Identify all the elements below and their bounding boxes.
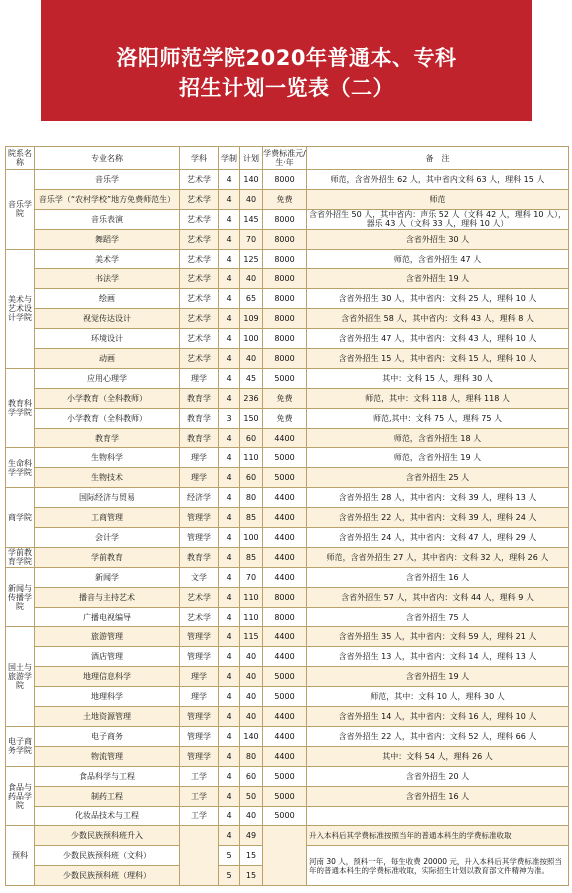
note-cell: 含省外招生 28 人，其中省内：文科 39 人，理科 13 人 [307, 488, 569, 508]
table-row [6, 309, 569, 329]
major-cell: 教育学 [35, 428, 180, 448]
discipline-cell: 工学 [180, 786, 219, 806]
discipline-cell: 管理学 [180, 508, 219, 528]
table-row [6, 667, 569, 687]
duration-cell: 4 [219, 587, 240, 607]
fee-cell: 8000 [263, 329, 307, 349]
plan-cell: 49 [240, 826, 263, 846]
major-cell: 生物技术 [35, 468, 180, 488]
table-body [6, 170, 569, 886]
note-cell: 其中：文科 54 人，理科 26 人 [307, 746, 569, 766]
major-cell: 音乐表演 [35, 209, 180, 229]
table-row [6, 170, 569, 190]
fee-cell: 8000 [263, 209, 307, 229]
fee-cell: 4400 [263, 567, 307, 587]
note-cell: 含省外招生 20 人 [307, 766, 569, 786]
header-major: 专业名称 [35, 147, 180, 170]
duration-cell: 5 [219, 866, 240, 886]
discipline-cell: 管理学 [180, 647, 219, 667]
major-cell: 播音与主持艺术 [35, 587, 180, 607]
plan-cell: 40 [240, 189, 263, 209]
fee-cell: 8000 [263, 587, 307, 607]
major-cell: 舞蹈学 [35, 229, 180, 249]
duration-cell: 3 [219, 408, 240, 428]
note-cell: 师范，含省外招生 18 人 [307, 428, 569, 448]
major-cell: 动画 [35, 349, 180, 369]
note-cell: 含省外招生 22 人，其中省内：文科 39 人，理科 24 人 [307, 508, 569, 528]
table-row [6, 508, 569, 528]
note-cell: 含省外招生 57 人，其中省内：文科 44 人，理科 9 人 [307, 587, 569, 607]
major-cell: 工商管理 [35, 508, 180, 528]
fee-cell: 8000 [263, 607, 307, 627]
plan-cell: 40 [240, 269, 263, 289]
major-cell: 音乐学（“农村学校”地方免费师范生） [35, 189, 180, 209]
plan-cell: 150 [240, 408, 263, 428]
table-row [6, 726, 569, 746]
duration-cell: 4 [219, 428, 240, 448]
duration-cell: 4 [219, 707, 240, 727]
note-cell: 含省外招生 25 人 [307, 468, 569, 488]
note-cell: 含省外招生 19 人 [307, 667, 569, 687]
plan-cell: 109 [240, 309, 263, 329]
note-cell: 师范，含省外招生 47 人 [307, 249, 569, 269]
table-row [6, 209, 569, 229]
duration-cell: 4 [219, 448, 240, 468]
college-name-cell: 电子商务学院 [6, 726, 35, 766]
table-row [6, 249, 569, 269]
discipline-cell: 艺术学 [180, 189, 219, 209]
fee-cell [263, 826, 307, 886]
table-row [6, 746, 569, 766]
plan-cell: 40 [240, 667, 263, 687]
fee-cell: 5000 [263, 468, 307, 488]
discipline-cell: 管理学 [180, 726, 219, 746]
college-name-cell: 食品与药品学院 [6, 766, 35, 826]
plan-cell: 100 [240, 528, 263, 548]
duration-cell: 4 [219, 726, 240, 746]
duration-cell: 4 [219, 687, 240, 707]
plan-cell: 40 [240, 687, 263, 707]
note-cell: 升入本科后其学费标准按照当年的普通本科生的学费标准收取 [307, 826, 569, 846]
note-cell: 含省外招生 30 人，其中省内：文科 25 人，理科 10 人 [307, 289, 569, 309]
note-cell: 河南 30 人，预科一年，每生收费 20000 元，升入本科后其学费标准按照当年的普通本科生的学费标准收取，实际招生计划以教育部文件精神为准。 [307, 846, 569, 886]
note-cell: 师范，其中：文科 10 人，理科 30 人 [307, 687, 569, 707]
major-cell: 新闻学 [35, 567, 180, 587]
duration-cell: 4 [219, 229, 240, 249]
header-plan: 计划 [240, 147, 263, 170]
plan-cell: 60 [240, 428, 263, 448]
enrollment-plan-table [5, 146, 569, 886]
duration-cell: 4 [219, 468, 240, 488]
note-cell: 师范 [307, 189, 569, 209]
note-cell: 含省外招生 16 人 [307, 567, 569, 587]
note-cell: 师范，含省外招生 19 人 [307, 448, 569, 468]
table-row [6, 766, 569, 786]
plan-cell: 110 [240, 448, 263, 468]
plan-cell: 85 [240, 508, 263, 528]
discipline-cell: 管理学 [180, 528, 219, 548]
major-cell: 化妆品技术与工程 [35, 806, 180, 826]
major-cell: 应用心理学 [35, 368, 180, 388]
discipline-cell: 艺术学 [180, 309, 219, 329]
duration-cell: 4 [219, 786, 240, 806]
major-cell: 绘画 [35, 289, 180, 309]
fee-cell: 8000 [263, 269, 307, 289]
plan-cell: 140 [240, 726, 263, 746]
header-discipline: 学科 [180, 147, 219, 170]
table-row [6, 528, 569, 548]
duration-cell: 4 [219, 547, 240, 567]
plan-cell: 40 [240, 647, 263, 667]
duration-cell: 4 [219, 766, 240, 786]
note-cell [307, 806, 569, 826]
table-row [6, 786, 569, 806]
plan-cell: 100 [240, 329, 263, 349]
duration-cell: 5 [219, 846, 240, 866]
discipline-cell: 理学 [180, 368, 219, 388]
plan-cell: 80 [240, 488, 263, 508]
discipline-cell: 艺术学 [180, 249, 219, 269]
duration-cell: 4 [219, 488, 240, 508]
duration-cell: 4 [219, 826, 240, 846]
plan-cell: 70 [240, 229, 263, 249]
major-cell: 美术学 [35, 249, 180, 269]
major-cell: 国际经济与贸易 [35, 488, 180, 508]
major-cell: 小学教育（全科教师） [35, 408, 180, 428]
table-row [6, 826, 569, 846]
fee-cell: 4400 [263, 488, 307, 508]
college-name-cell: 预科 [6, 826, 35, 886]
table-row [6, 627, 569, 647]
discipline-cell: 艺术学 [180, 349, 219, 369]
fee-cell: 4400 [263, 707, 307, 727]
table-row [6, 707, 569, 727]
note-cell: 师范，含省外招生 27 人，其中省内：文科 32 人，理科 26 人 [307, 547, 569, 567]
plan-cell: 110 [240, 607, 263, 627]
fee-cell: 免费 [263, 189, 307, 209]
discipline-cell: 管理学 [180, 707, 219, 727]
plan-cell: 65 [240, 289, 263, 309]
fee-cell: 免费 [263, 388, 307, 408]
major-cell: 广播电视编导 [35, 607, 180, 627]
table-row [6, 349, 569, 369]
plan-cell: 115 [240, 627, 263, 647]
major-cell: 酒店管理 [35, 647, 180, 667]
fee-cell: 8000 [263, 229, 307, 249]
fee-cell: 8000 [263, 170, 307, 190]
table-row [6, 289, 569, 309]
header-college: 院系名称 [6, 147, 35, 170]
table-row [6, 448, 569, 468]
discipline-cell: 教育学 [180, 388, 219, 408]
discipline-cell: 理学 [180, 468, 219, 488]
table-row [6, 567, 569, 587]
discipline-cell: 管理学 [180, 627, 219, 647]
discipline-cell: 经济学 [180, 488, 219, 508]
table-row [6, 547, 569, 567]
discipline-cell: 教育学 [180, 408, 219, 428]
fee-cell: 8000 [263, 349, 307, 369]
duration-cell: 4 [219, 329, 240, 349]
major-cell: 小学教育（全科教师） [35, 388, 180, 408]
note-cell: 含省外招生 24 人，其中省内：文科 47 人，理科 29 人 [307, 528, 569, 548]
note-cell: 含省外招生 50 人，其中省内：声乐 52 人（文科 42 人，理科 10 人），器乐 43 人（文科 33 人，理科 10 人） [307, 209, 569, 229]
note-cell: 含省外招生 35 人，其中省内：文科 59 人，理科 21 人 [307, 627, 569, 647]
note-cell: 含省外招生 15 人，其中省内：文科 15 人，理科 10 人 [307, 349, 569, 369]
table-row [6, 189, 569, 209]
major-cell: 地理科学 [35, 687, 180, 707]
note-cell: 含省外招生 19 人 [307, 269, 569, 289]
note-cell: 师范，其中：文科 118 人，理科 118 人 [307, 388, 569, 408]
major-cell: 物流管理 [35, 746, 180, 766]
table-row [6, 428, 569, 448]
duration-cell: 4 [219, 528, 240, 548]
discipline-cell: 教育学 [180, 547, 219, 567]
discipline-cell: 教育学 [180, 428, 219, 448]
note-cell: 含省外招生 30 人 [307, 229, 569, 249]
table-row [6, 269, 569, 289]
table-row [6, 229, 569, 249]
discipline-cell: 艺术学 [180, 607, 219, 627]
discipline-cell: 文学 [180, 567, 219, 587]
fee-cell: 8000 [263, 249, 307, 269]
plan-cell: 15 [240, 846, 263, 866]
major-cell: 音乐学 [35, 170, 180, 190]
fee-cell: 5000 [263, 786, 307, 806]
note-cell: 含省外招生 58 人，其中省内：文科 43 人，理科 8 人 [307, 309, 569, 329]
discipline-cell: 艺术学 [180, 229, 219, 249]
fee-cell: 4400 [263, 508, 307, 528]
table-row [6, 647, 569, 667]
major-cell: 制药工程 [35, 786, 180, 806]
major-cell: 生物科学 [35, 448, 180, 468]
note-cell: 含省外招生 14 人，其中省内：文科 16 人，理科 10 人 [307, 707, 569, 727]
plan-cell: 236 [240, 388, 263, 408]
duration-cell: 4 [219, 209, 240, 229]
header-fee: 学费标准元/生·年 [263, 147, 307, 170]
duration-cell: 4 [219, 170, 240, 190]
note-cell: 其中：文科 15 人，理科 30 人 [307, 368, 569, 388]
duration-cell: 4 [219, 746, 240, 766]
plan-cell: 50 [240, 786, 263, 806]
discipline-cell: 管理学 [180, 746, 219, 766]
discipline-cell: 工学 [180, 806, 219, 826]
duration-cell: 4 [219, 647, 240, 667]
college-name-cell: 国土与旅游学院 [6, 627, 35, 726]
fee-cell: 4400 [263, 627, 307, 647]
fee-cell: 5000 [263, 766, 307, 786]
major-cell: 视觉传达设计 [35, 309, 180, 329]
discipline-cell: 艺术学 [180, 289, 219, 309]
duration-cell: 4 [219, 269, 240, 289]
college-name-cell: 教育科学学院 [6, 368, 35, 448]
plan-cell: 60 [240, 468, 263, 488]
duration-cell: 4 [219, 627, 240, 647]
major-cell: 会计学 [35, 528, 180, 548]
duration-cell: 4 [219, 368, 240, 388]
fee-cell: 4400 [263, 528, 307, 548]
header-note: 备 注 [307, 147, 569, 170]
discipline-cell: 理学 [180, 687, 219, 707]
table-row [6, 607, 569, 627]
fee-cell: 4400 [263, 547, 307, 567]
duration-cell: 4 [219, 388, 240, 408]
duration-cell: 4 [219, 508, 240, 528]
title-line-2: 招生计划一览表（二） [179, 76, 394, 100]
major-cell: 少数民族预科班（理科） [35, 866, 180, 886]
table-row [6, 488, 569, 508]
major-cell: 食品科学与工程 [35, 766, 180, 786]
discipline-cell: 艺术学 [180, 209, 219, 229]
fee-cell: 免费 [263, 408, 307, 428]
plan-cell: 70 [240, 567, 263, 587]
discipline-cell [180, 826, 219, 886]
title-line-1: 洛阳师范学院2020年普通本、专科 [116, 46, 457, 70]
fee-cell: 4400 [263, 428, 307, 448]
discipline-cell: 艺术学 [180, 329, 219, 349]
fee-cell: 5000 [263, 448, 307, 468]
discipline-cell: 艺术学 [180, 170, 219, 190]
plan-cell: 40 [240, 707, 263, 727]
duration-cell: 4 [219, 249, 240, 269]
note-cell: 含省外招生 22 人，其中省内：文科 52 人，理科 66 人 [307, 726, 569, 746]
table-row [6, 687, 569, 707]
plan-cell: 125 [240, 249, 263, 269]
note-cell: 含省外招生 47 人，其中省内：文科 43 人，理科 10 人 [307, 329, 569, 349]
table-row [6, 408, 569, 428]
fee-cell: 8000 [263, 309, 307, 329]
fee-cell: 5000 [263, 667, 307, 687]
note-cell: 含省外招生 13 人，其中省内：文科 14 人，理科 13 人 [307, 647, 569, 667]
note-cell: 师范,其中：文科 75 人，理科 75 人 [307, 408, 569, 428]
major-cell: 少数民族预科班升入 [35, 826, 180, 846]
table-row [6, 329, 569, 349]
table-row [6, 587, 569, 607]
fee-cell: 8000 [263, 289, 307, 309]
plan-cell: 45 [240, 368, 263, 388]
college-name-cell: 新闻与传播学院 [6, 567, 35, 627]
plan-cell: 80 [240, 746, 263, 766]
major-cell: 旅游管理 [35, 627, 180, 647]
duration-cell: 4 [219, 806, 240, 826]
major-cell: 书法学 [35, 269, 180, 289]
discipline-cell: 理学 [180, 667, 219, 687]
duration-cell: 4 [219, 607, 240, 627]
duration-cell: 4 [219, 309, 240, 329]
college-name-cell: 音乐学院 [6, 170, 35, 250]
plan-cell: 145 [240, 209, 263, 229]
table-row [6, 368, 569, 388]
discipline-cell: 艺术学 [180, 269, 219, 289]
major-cell: 电子商务 [35, 726, 180, 746]
fee-cell: 5000 [263, 806, 307, 826]
major-cell: 学前教育 [35, 547, 180, 567]
duration-cell: 4 [219, 349, 240, 369]
plan-cell: 15 [240, 866, 263, 886]
major-cell: 土地资源管理 [35, 707, 180, 727]
fee-cell: 4400 [263, 746, 307, 766]
table-row [6, 806, 569, 826]
table-header-row [6, 147, 569, 170]
duration-cell: 4 [219, 189, 240, 209]
table-row [6, 468, 569, 488]
college-name-cell: 美术与艺术设计学院 [6, 249, 35, 368]
major-cell: 少数民族预科班（文科） [35, 846, 180, 866]
plan-cell: 140 [240, 170, 263, 190]
major-cell: 环境设计 [35, 329, 180, 349]
fee-cell: 4400 [263, 647, 307, 667]
college-name-cell: 商学院 [6, 488, 35, 548]
major-cell: 地理信息科学 [35, 667, 180, 687]
discipline-cell: 理学 [180, 448, 219, 468]
plan-cell: 40 [240, 806, 263, 826]
fee-cell: 5000 [263, 368, 307, 388]
college-name-cell: 学前教育学院 [6, 547, 35, 567]
fee-cell: 5000 [263, 687, 307, 707]
plan-cell: 40 [240, 349, 263, 369]
duration-cell: 4 [219, 567, 240, 587]
header-duration: 学制 [219, 147, 240, 170]
college-name-cell: 生命科学学院 [6, 448, 35, 488]
note-cell: 含省外招生 75 人 [307, 607, 569, 627]
discipline-cell: 工学 [180, 766, 219, 786]
plan-cell: 60 [240, 766, 263, 786]
duration-cell: 4 [219, 667, 240, 687]
note-cell: 含省外招生 16 人 [307, 786, 569, 806]
plan-cell: 110 [240, 587, 263, 607]
plan-cell: 85 [240, 547, 263, 567]
title-banner [41, 0, 532, 121]
discipline-cell: 艺术学 [180, 587, 219, 607]
note-cell: 师范，含省外招生 62 人，其中省内文科 63 人，理科 15 人 [307, 170, 569, 190]
table-row [6, 388, 569, 408]
duration-cell: 4 [219, 289, 240, 309]
fee-cell: 4400 [263, 726, 307, 746]
